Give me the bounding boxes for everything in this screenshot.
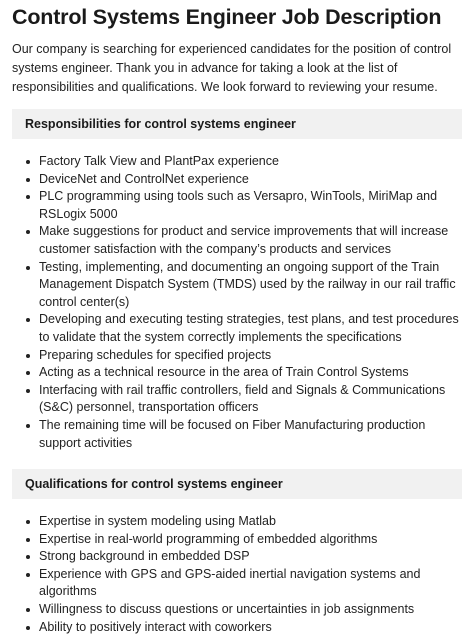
list-item	[12, 548, 462, 566]
list-item	[12, 513, 462, 531]
list-item-text: Expertise in real-world programming of embedded algorithms	[39, 531, 378, 546]
list-item-text: Willingness to discuss questions or uncertainties in job assignments	[39, 602, 415, 617]
list-item	[12, 153, 462, 171]
qualifications-list	[12, 513, 462, 636]
list-item-text: Factory Talk View and PlantPax experience	[39, 154, 279, 168]
list-item-text: The remaining time will be focused on Fiber Manufacturing production support activities	[39, 417, 426, 450]
bullet-icon	[26, 555, 30, 559]
list-item-text: Strong background in embedded DSP	[39, 549, 250, 564]
list-item	[12, 382, 462, 417]
list-item	[12, 619, 462, 637]
list-item-text: Developing and executing testing strategies, test plans, and test procedures to validate that the system correctly implements the specifications	[39, 312, 459, 344]
list-item	[12, 311, 462, 346]
bullet-icon	[26, 520, 30, 524]
bullet-icon	[26, 178, 30, 182]
list-item	[12, 601, 462, 619]
list-item	[12, 566, 462, 601]
bullet-icon	[26, 538, 30, 542]
list-item-text: DeviceNet and ControlNet experience	[39, 171, 249, 186]
bullet-icon	[26, 160, 30, 164]
list-item-text: Make suggestions for product and service improvements that will increase customer satisfaction with the company’s products and services	[39, 224, 449, 256]
responsibilities-list	[12, 153, 462, 452]
bullet-icon	[26, 371, 30, 375]
page-title: Control Systems Engineer Job Description	[12, 5, 442, 29]
list-item	[12, 417, 462, 452]
list-item	[12, 364, 462, 382]
list-item	[12, 259, 462, 312]
bullet-icon	[26, 230, 30, 234]
list-item	[12, 347, 462, 365]
qualifications-header: Qualifications for control systems engineer	[12, 469, 462, 499]
list-item-text: Testing, implementing, and documenting an ongoing support of the Train Management Dispatch System (TMDS) used by the railway in our rail traffic control center(s)	[39, 259, 456, 309]
list-item	[12, 171, 462, 189]
bullet-icon	[26, 354, 30, 358]
list-item	[12, 223, 462, 258]
bullet-icon	[26, 573, 30, 577]
list-item	[12, 531, 462, 549]
responsibilities-header: Responsibilities for control systems engineer	[12, 109, 462, 139]
list-item-text: Expertise in system modeling using Matlab	[39, 514, 276, 529]
bullet-icon	[26, 608, 30, 612]
list-item-text: Acting as a technical resource in the area of Train Control Systems	[39, 365, 409, 380]
bullet-icon	[26, 424, 30, 428]
list-item-text: Ability to positively interact with coworkers	[39, 619, 272, 634]
list-item-text: PLC programming using tools such as Versapro, WinTools, MiriMap and RSLogix 5000	[39, 189, 438, 221]
bullet-icon	[26, 626, 30, 630]
list-item	[12, 188, 462, 223]
intro-paragraph: Our company is searching for experienced candidates for the position of control systems engineer. Thank you in advance for taking a look at the list of responsibilities and qualifications. We look forward to reviewing your resume.	[12, 42, 452, 94]
list-item-text: Interfacing with rail traffic controllers, field and Signals & Communications (S&C) personnel, transportation officers	[39, 382, 446, 415]
list-item-text: Preparing schedules for specified projects	[39, 347, 272, 362]
list-item-text: Experience with GPS and GPS-aided inertial navigation systems and algorithms	[39, 566, 421, 599]
bullet-icon	[26, 266, 30, 270]
bullet-icon	[26, 389, 30, 393]
bullet-icon	[26, 195, 30, 199]
bullet-icon	[26, 318, 30, 322]
